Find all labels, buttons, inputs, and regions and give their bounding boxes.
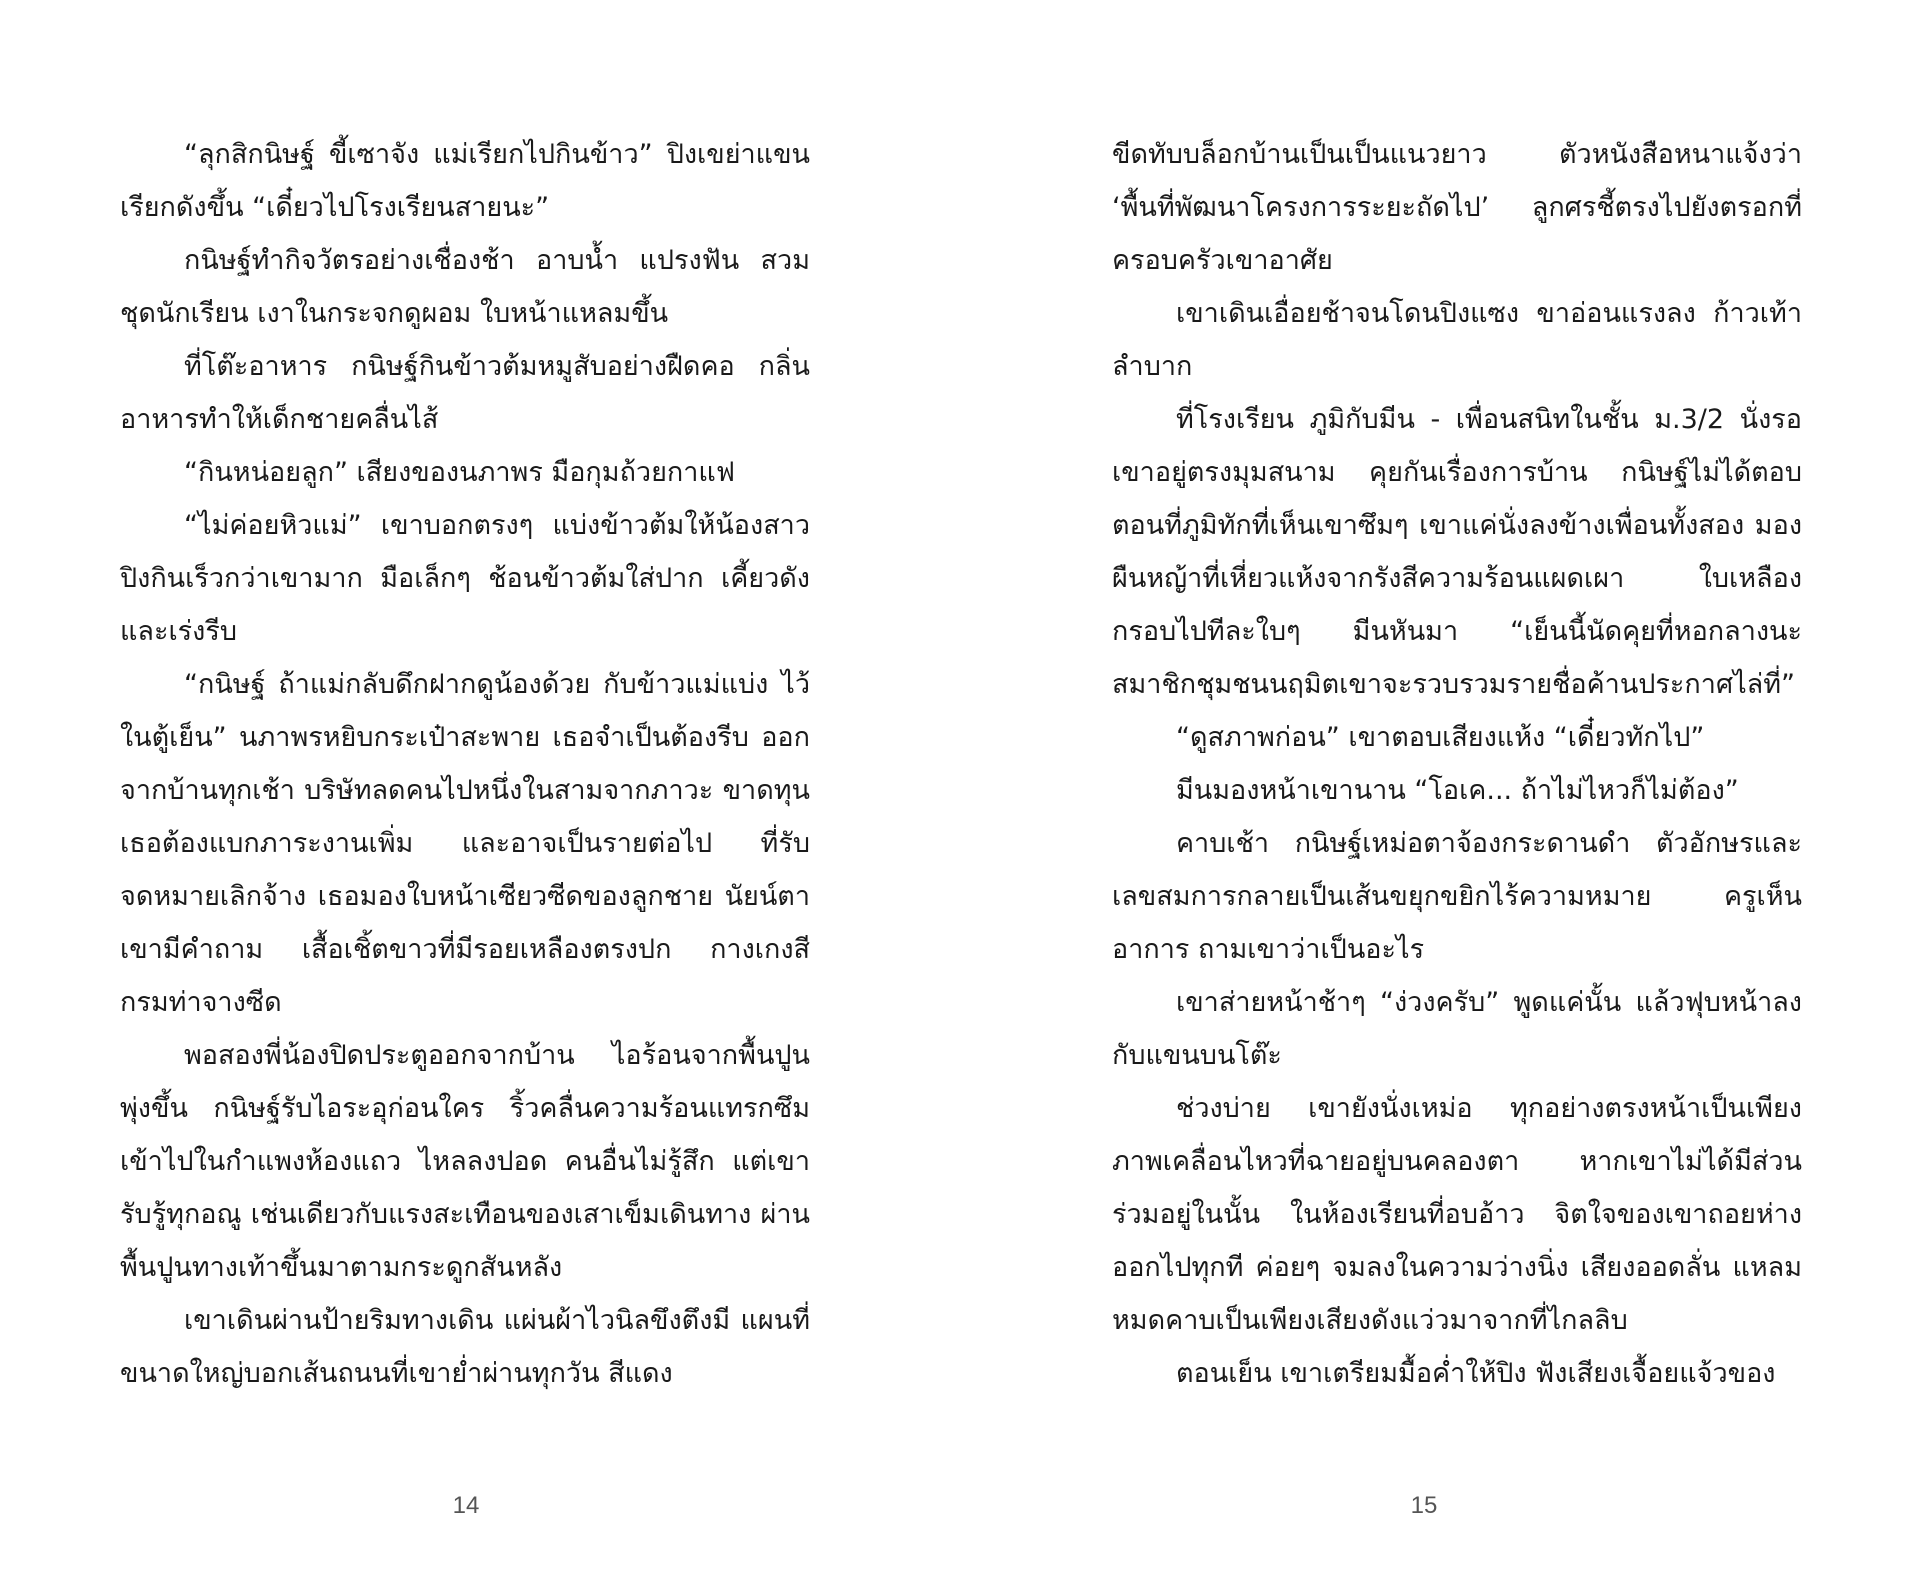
paragraph: ที่โรงเรียน ภูมิกับมีน - เพื่อนสนิทในชั้น ม.3/2 นั่งรอ เขาอยู่ตรงมุมสนาม คุยกันเรื่องการบ้าน กนิษฐ์ไม่ได้ตอบ ตอนที่ภูมิทักที่เห็นเขาซึมๆ เขาแค่นั่งลงข้างเพื่อนทั้งสอง มองผืนหญ้าที่เหี่ยวแห้งจากรังสีความร้อนแผดเผา ใบเหลือง กรอบไปทีละใบๆ มีนหันมา “เย็นนี้นัดคุยที่หอกลางนะ สมาชิกชุมชนนฤมิตเขาจะรวบรวมรายชื่อค้านประกาศไล่ที่” (1112, 404, 1802, 700)
paragraph: “กินหน่อยลูก” เสียงของนภาพร มือกุมถ้วยกาแฟ (184, 457, 735, 488)
paragraph: กนิษฐ์ทำกิจวัตรอย่างเชื่องช้า อาบน้ำ แปรงฟัน สวม ชุดนักเรียน เงาในกระจกดูผอม ใบหน้าแหลมขึ้น (120, 245, 810, 329)
paragraph: ช่วงบ่าย เขายังนั่งเหม่อ ทุกอย่างตรงหน้าเป็นเพียง ภาพเคลื่อนไหวที่ฉายอยู่บนคลองตา หากเขาไม่ได้มีส่วน ร่วมอยู่ในนั้น ในห้องเรียนที่อบอ้าว จิตใจของเขาถอยห่าง ออกไปทุกที ค่อยๆ จมลงในความว่างนิ่ง เสียงออดลั่น แหลมหมดคาบเป็นเพียงเสียงดังแว่วมาจากที่ไกลลิบ (1112, 1093, 1802, 1336)
left-page-body (120, 128, 810, 1400)
paragraph: “ไม่ค่อยหิวแม่” เขาบอกตรงๆ แบ่งข้าวต้มให้น้องสาว ปิงกินเร็วกว่าเขามาก มือเล็กๆ ช้อนข้าวต้มใส่ปาก เคี้ยวดัง และเร่งรีบ (120, 510, 810, 647)
paragraph: ที่โต๊ะอาหาร กนิษฐ์กินข้าวต้มหมูสับอย่างฝืดคอ กลิ่น อาหารทำให้เด็กชายคลื่นไส้ (120, 351, 810, 435)
paragraph: พอสองพี่น้องปิดประตูออกจากบ้าน ไอร้อนจากพื้นปูน พุ่งขึ้น กนิษฐ์รับไอระอุก่อนใคร ริ้วคลื่นความร้อนแทรกซึม เข้าไปในกำแพงห้องแถว ไหลลงปอด คนอื่นไม่รู้สึก แต่เขา รับรู้ทุกอณู เช่นเดียวกับแรงสะเทือนของเสาเข็มเดินทาง ผ่านพื้นปูนทางเท้าขึ้นมาตามกระดูกสันหลัง (120, 1040, 810, 1283)
paragraph: เขาเดินผ่านป้ายริมทางเดิน แผ่นผ้าไวนิลขึงตึงมี แผนที่ขนาดใหญ่บอกเส้นถนนที่เขาย่ำผ่านทุกวัน สีแดง (120, 1305, 810, 1389)
paragraph: ตอนเย็น เขาเตรียมมื้อค่ำให้ปิง ฟังเสียงเจื้อยแจ้วของ (1176, 1358, 1776, 1389)
paragraph: เขาส่ายหน้าช้าๆ “ง่วงครับ” พูดแค่นั้น แล้วฟุบหน้าลง กับแขนบนโต๊ะ (1112, 987, 1802, 1071)
paragraph: “กนิษฐ์ ถ้าแม่กลับดึกฝากดูน้องด้วย กับข้าวแม่แบ่ง ไว้ในตู้เย็น” นภาพรหยิบกระเป๋าสะพาย เธอจำเป็นต้องรีบ ออกจากบ้านทุกเช้า บริษัทลดคนไปหนึ่งในสามจากภาวะ ขาดทุน เธอต้องแบกภาระงานเพิ่ม และอาจเป็นรายต่อไป ที่รับจดหมายเลิกจ้าง เธอมองใบหน้าเซียวซีดของลูกชาย นัยน์ตาเขามีคำถาม เสื้อเชิ้ตขาวที่มีรอยเหลืองตรงปก กางเกงสีกรมท่าจางซีด (120, 669, 810, 1018)
right-page (960, 0, 1920, 1582)
paragraph: คาบเช้า กนิษฐ์เหม่อตาจ้องกระดานดำ ตัวอักษรและ เลขสมการกลายเป็นเส้นขยุกขยิกไร้ความหมาย ครูเห็น อาการ ถามเขาว่าเป็นอะไร (1112, 828, 1802, 965)
page-number-left: 14 (452, 1492, 480, 1519)
paragraph: มีนมองหน้าเขานาน “โอเค... ถ้าไม่ไหวก็ไม่ต้อง” (1176, 775, 1739, 806)
right-page-body (1112, 128, 1802, 1400)
paragraph: เขาเดินเอื่อยช้าจนโดนปิงแซง ขาอ่อนแรงลง ก้าวเท้า ลำบาก (1112, 298, 1802, 382)
page-number-right: 15 (1410, 1492, 1438, 1519)
paragraph: “ลุกสิกนิษฐ์ ขี้เซาจัง แม่เรียกไปกินข้าว” ปิงเขย่าแขน เรียกดังขึ้น “เดี๋ยวไปโรงเรียนสายนะ” (120, 139, 810, 223)
paragraph: “ดูสภาพก่อน” เขาตอบเสียงแห้ง “เดี๋ยวทักไป” (1176, 722, 1705, 753)
paragraph-continuation: ขีดทับบล็อกบ้านเป็นเป็นแนวยาว ตัวหนังสือหนาแจ้งว่า ‘พื้นที่พัฒนาโครงการระยะถัดไป’ ลูกศรชี้ตรงไปยังตรอกที่ ครอบครัวเขาอาศัย (1112, 139, 1802, 276)
